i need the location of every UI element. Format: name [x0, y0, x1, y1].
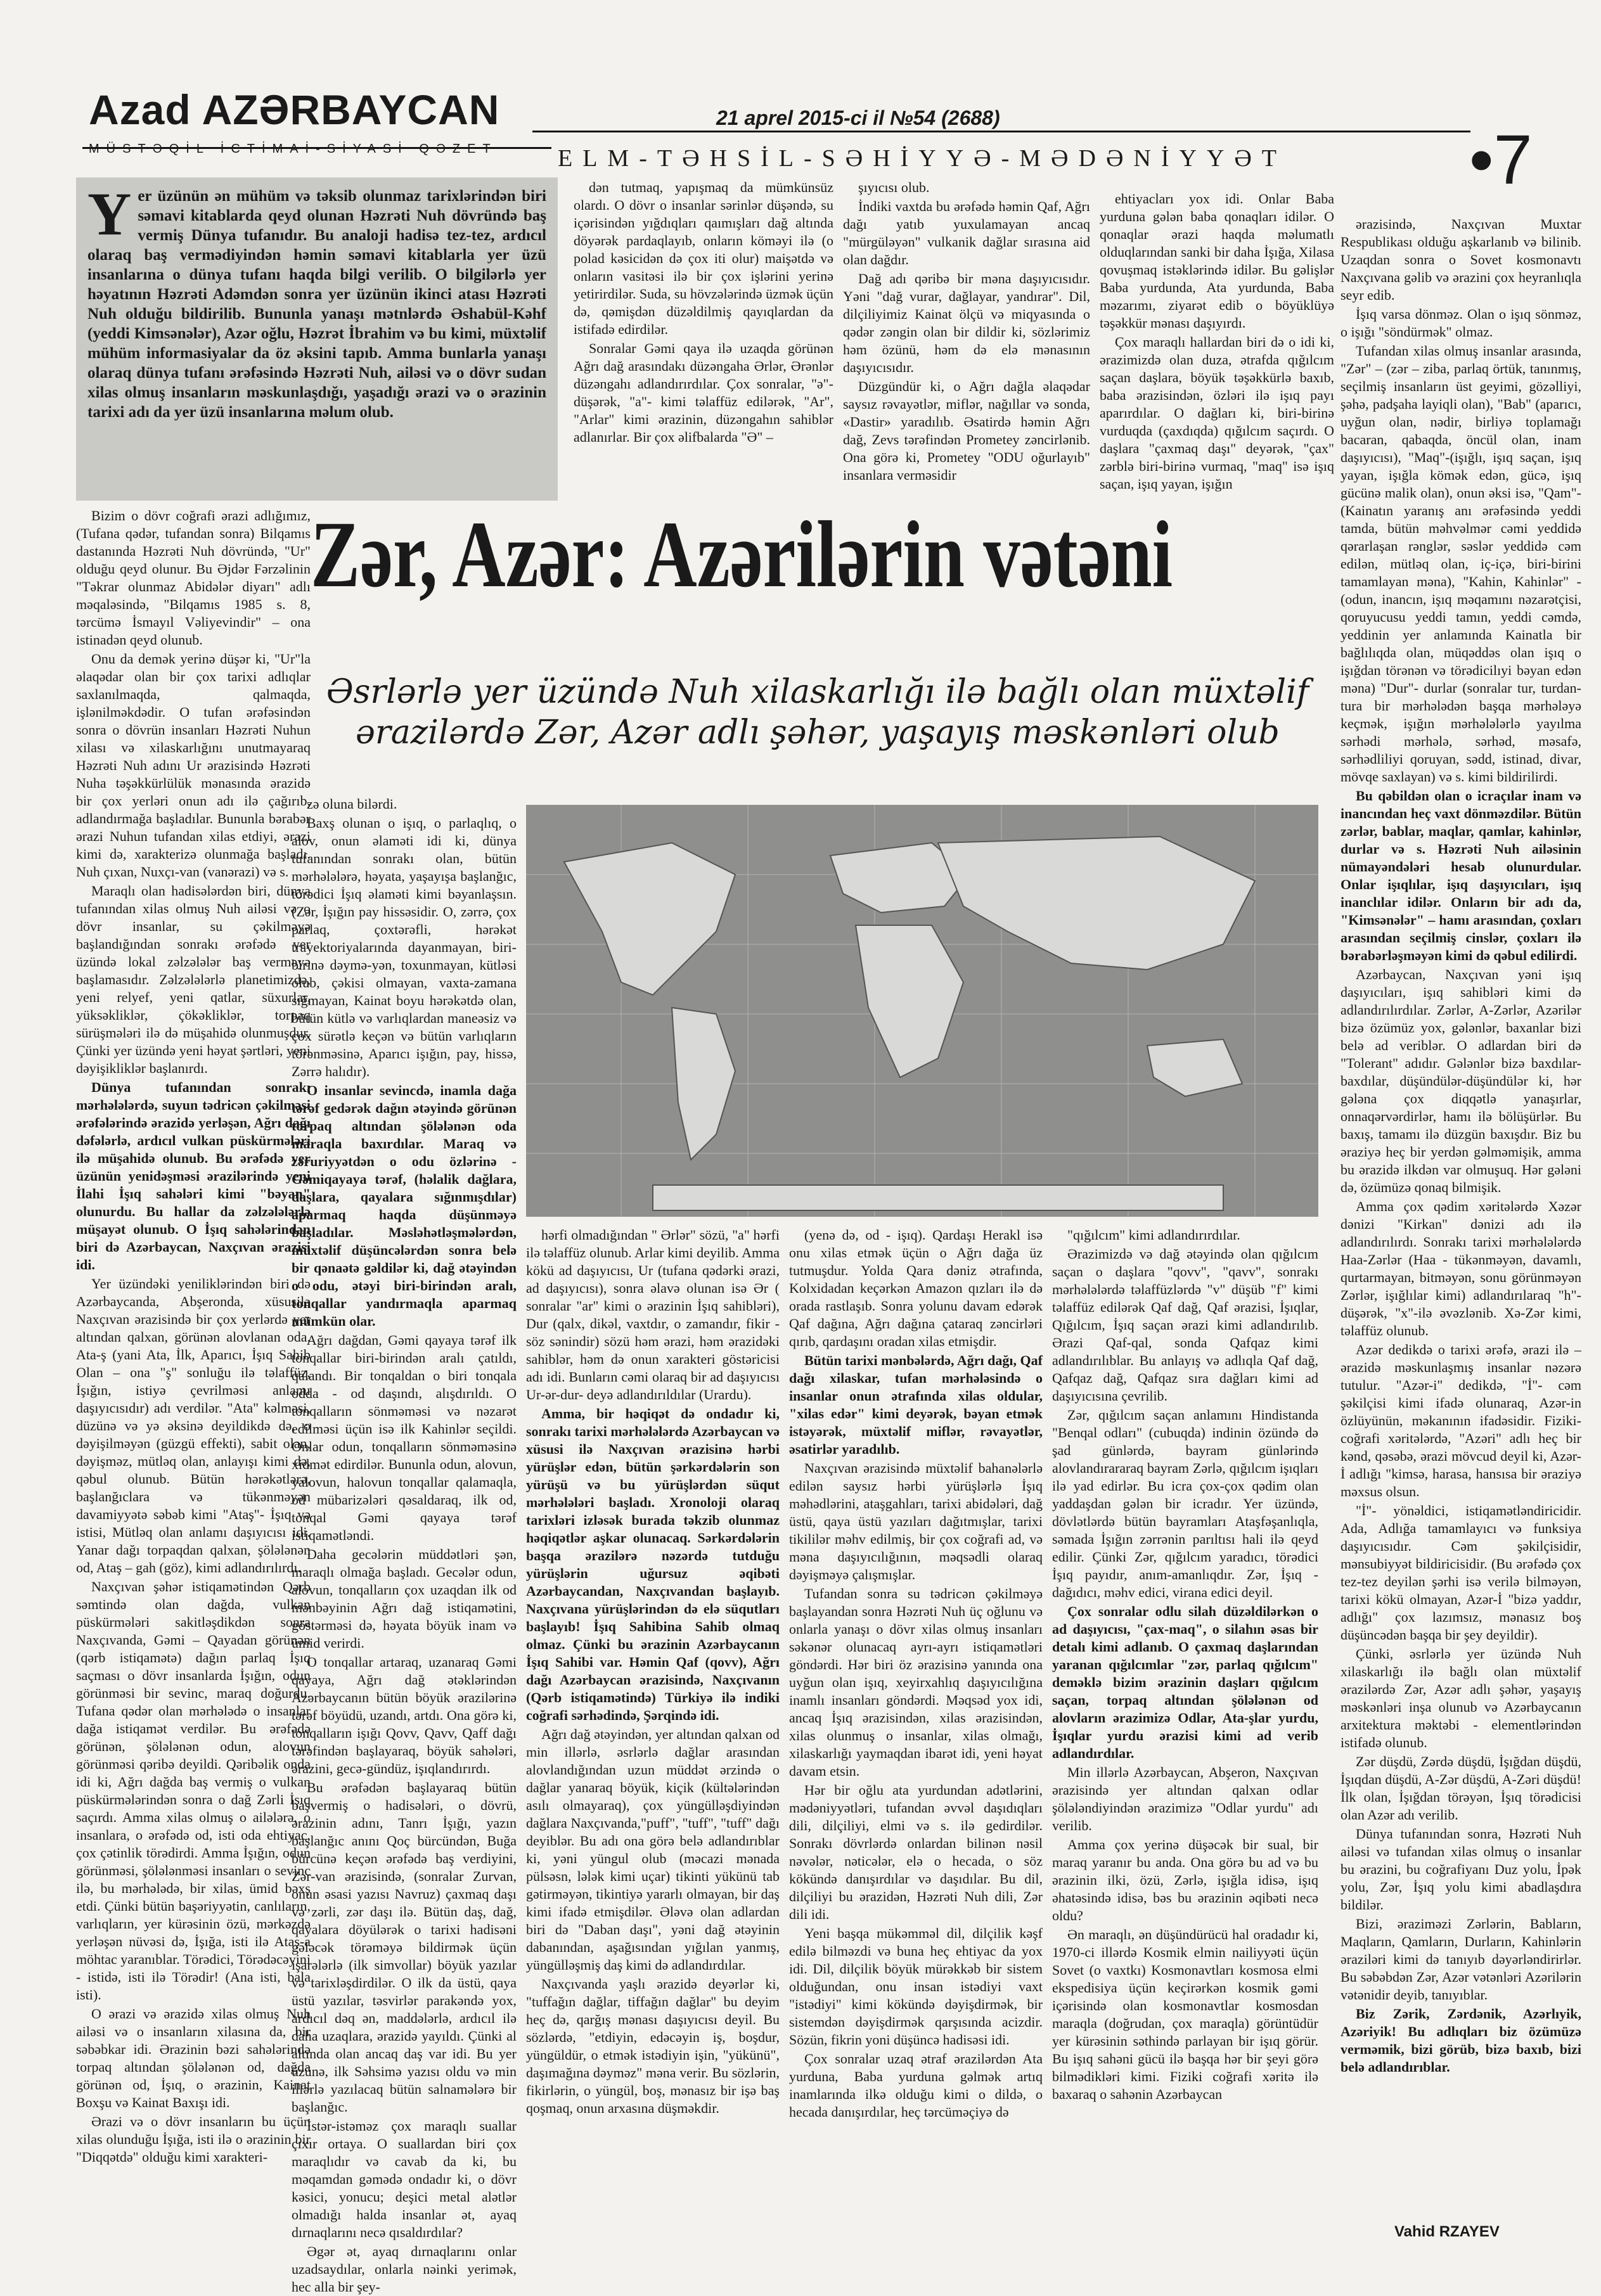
- column-1: [76, 507, 311, 2237]
- column-2-top: [574, 179, 833, 502]
- paragraph: Bizi, əraziməzi Zərlərin, Babların, Maqların, Qamların, Durların, Kahinlərin əraziləri kimi də tanıyıb dəyərləndirirlər. Bu səbəbdən Zər, Azər vətənləri Azərilərin vətənidir deyib, tanıyıblar.: [1341, 1916, 1581, 2003]
- world-map-image: [526, 805, 1318, 1217]
- paragraph: Naxçıvan şəhər istiqamətindən Qərb səmtində olan dağda, vulkan püskürmələri sakitləşdikdən sonra Naxçıvanda, Gəmi – Qayadan görünən (qərb istiqamətə) dağın parlaq İşıq saçması o dövr insanlarda İşığın, odun görünməsi bir sevinc, maraq doğurdu. Tufana qədər olan mərhələdə o insanlar dağa istiqamət verdilər. Bu ərəfədə görünən, şölələnən odun, alovun görünməsi qəribə deyildi. Qəribəlik onda idi ki, Ağrı dağda baş vermiş o vulkan püskürmələrindən sonra o dağ Zərli İşıq saçırdı. Amma xilas olmuş o ailələrə, o insanlara, o ərəfədə od, isti oda ehtiyac, çox çətinlik törədirdi. Amma İşığın, odun görünməsi, şölələnməsi insanları o sevinc ilə, bu mərhələdə, bir xilas, ümid bəxş etdi. Çünki bütün başəriyyətin, canlıların, varlıqların, yer kürəsinin özü, mərkəzdə yerləşən nüvəsi də, İşığa, isti ilə Ataş-a möhtac yaranıblar. Törədici, Törədəcəyini - istidə, isti ilə Törədir! (Ana isti, bala isti).: [76, 1579, 311, 2003]
- paragraph: şıyıcısı olub.: [858, 179, 930, 195]
- paragraph: Azərbaycan, Naxçıvan yəni işıq daşıyıcıları, işıq sahibləri kimi də adlandırılırdılar. Zərlər, A-Zərlər, Azərilər bizə özümüz yox, gələnlər, baxanlar bizi belə ad veriblər. O adlardan biri də "Tolerant" adıdır. Gələnlər bizə baxdılar-baxdılar, düşündülər-düşündülər ki, hər gələna çox diqqətlə yanaşırlar, onnaqərvərdirlər, hamı ilə bölüşürlər. Bu baxış, tamamı ilə düzgün baxışdır. Biz bu əraziyə heç bir yerdən gəlməmişik, amma bu ərazidə ilkdən var olmuşuq. Hər gələni də, özümüzə qonaq bilmişik.: [1341, 966, 1581, 1195]
- paragraph: İstər-istəməz çox maraqlı suallar çıxır ortaya. O suallardan biri çox maraqlıdır və cavab da ki, bu məqamdan gəmədə ondadır ki, o dövr kəsici, yonucu; deşici metal alətlər olmadığı halda insanlar ət, ayaq dırnaqlarını necə qısaldırdılar?: [292, 2118, 517, 2240]
- paragraph: Azər dedikdə o tarixi ərəfə, ərazi ilə – ərazidə məskunlaşmış insanlar nəzərə tutulur. "Azər-i" dedikdə, "İ"- cəm şəkilçisi kimi ifadə olunaraq, Azər-in özlüyünün, məkanının ifadəsidir. Fiziki-coğrafi xəritələrdə, "Azəri" adlı heç bir kənd, qəsəbə, ərazi mövcud deyil ki, Azər-İ adlığı "kimsə, harasa, hansısa bir əraziyə məxsus olsun.: [1341, 1342, 1581, 1499]
- paragraph: Baxş olunan o işıq, o parlaqlıq, o alov, onun əlaməti idi ki, dünya tufanından sonrakı olan, bütün mərhələlərə, həyata, yaşayışa başlanğıc, törədici İşıq əlaməti kimi bəyanlaşsın. (Zər, İşığın pay hissəsidir. O, zərrə, çox parlaq, çoxtərəfli, hərəkət trayektoriyalarında dayanmayan, biri-birinə dəymə-yən, toxunmayan, kütləsi olub, çəkisi olmayan, vaxta-zamana sığmayan, Kainat boyu hərəkətdə olan, bütün kütlə və varlıqlardan maneəsiz və çox sürətlə keçən və bütün varlıqların törənməsinə, Aparıcı işığın, pay, hissə, Zərrə halıdır).: [292, 815, 517, 1079]
- paragraph: Dağ adı qəribə bir məna daşıyıcısıdır. Yəni "dağ vurar, dağlayar, yandırar". Dil, dilçiliyimiz Kainat ölçü və miqyasında o qədər zəngin olan bir dildir ki, sözlərimiz həm özünü, həm də elə mənasının daşıyıcısıdır.: [843, 271, 1090, 375]
- column-3: [526, 1226, 780, 2247]
- paragraph: Amma, bir həqiqət də ondadır ki, sonrakı tarixi mərhələlərdə Azərbaycan və xüsusi ilə Naxçıvan ərazisinə hərbi yürüşlər edən, bütün şərkərdələrin son yürüşü və bu yürüşlərdən süqut mərhələləri başladı. Xronoloji olaraq tarixləri izləsək burada təkzib olunmaz həqiqətlər aşkar olunacaq. Sərkərdələrin başqa ərazilərə nəzərdə tutduğu yürüşlərin uğursuz əqibəti Azərbaycandan, Naxçıvandan başlayıb. Naxçıvana yürüşlərindən də elə süqutları başlayıb! İşıq Sahibina Sahib olmaq olmaz. Çünki bu ərazinin Azərbaycanın İşıq Sahibi var. Həmin Qaf (qovv), Ağrı dağı Azərbaycan ərazisində, Naxçıvanın (Qərb istiqamətində) Türkiyə ilə indiki coğrafi sərhədində, Şərqində idi.: [526, 1406, 780, 1723]
- paragraph: Hər bir oğlu ata yurdundan adətlərini, mədəniyyətləri, tufandan əvvəl daşıdıqları dili, dilçiliyi, elmi və s. ilə gedirdilər. Sonrakı dövrlərdə onlardan bilinən nəsil nəvələr, nəticələr, elə o hecada, o söz kökündə danışırdılar və daşıdılar. Bu dil, dilçiliyi bu ərazidən, Həzrəti Nuh dili, Zər dili idi.: [789, 1782, 1043, 1922]
- paragraph: Amma çox yerinə düşəcək bir sual, bir maraq yaranır bu anda. Ona görə bu ad və bu ərazinin ilki, özü, Zərlə, işığla idisə, işıq əhatəsində idisə, bəs bu ərazinin əqibəti necə oldu?: [1052, 1837, 1318, 1923]
- paragraph: Ərazi və o dövr insanların bu üçün xilas olunduğu İşığa, isti ilə o ərazinin bir "Diqqətdə" olduğu kimi xarakteri-: [76, 2113, 311, 2165]
- author-signature: Vahid RZAYEV: [1394, 2223, 1500, 2240]
- paragraph: Ağrı dağdan, Gəmi qayaya tərəf ilk tonqallar biri-birindən aralı çatıldı, qalandı. Bir tonqaldan o biri tonqala odda - od daşındı, alışdırıldı. O tonqalların sönməməsi və nəzarət edilməsi üçün isə ilk Kahinlər seçildi. Onlar odun, tonqalların sönməməsinə xidmət edirdilər. Bununla odun, alovun, yalovun, halovun tonqallar qalamaqla, od mübarizələri qəsaldaraq, ilk od, tonqal Gəmi qayaya tərəf istiqamətləndi.: [292, 1332, 517, 1543]
- paragraph: Amma çox qədim xəritələrdə Xəzər dənizi "Kirkan" dənizi adı ilə adlandırılırdı. Sonrakı tarixi mərhələlərdə Haa-Zərlər (Haa - tükənməyən, davamlı, qurtarmayan, bitməyən, sonu görünməyən Zərlər, işığlılar kimi) adlandırılaraq "h"- düşərək, "x"-ilə əvəzlənib. Xə-Zər kimi, təlaffüz olunub.: [1341, 1198, 1581, 1338]
- paragraph: O insanlar sevincdə, inamla dağa tərəf gedərək dağın ətəyində görünən torpaq altından şölələnən oda maraqla baxırdılar. Maraq və zəruriyyətdən o odu özlərinə - Gəmiqayaya tərəf, (həlalik dağlara, daşlara, qayalara sığınmışdılar) aparmaq haqda düşünməyə başladılar. Məsləhətləşmələrdən, müxtəlif düşüncələrdən sonra belə bir qənaətə gəldilər ki, dağ ətəyindən o odu, ətəyi biri-birindən aralı, tonqallar yandırmaqla aparmaq mümkün olar.: [292, 1082, 517, 1329]
- paragraph: Bu qəbildən olan o icraçılar inam və inancından heç vaxt dönməzdilər. Bütün zərlər, bablar, maqlar, qamlar, kahinlər, durlar və s. Həzrəti Nuh ailəsinin nümayəndələri hesab olunurdular. Onlar işıqlılar, işıq daşıyıcıları, işıq inanclılar idilər. Onların bir adı da, "Kimsənələr" – hamı arasından, çoxları arasından seçilmiş cinslər, çoxları ilə bərabərləşməyən kimi də qəbul edilirdi.: [1341, 788, 1581, 963]
- paragraph: Bütün tarixi mənbələrdə, Ağrı dağı, Qaf dağı xilaskar, tufan mərhələsində o insanlar onun ətrafında xilas oldular, "xilas edər" kimi deyərək, bəyan etmək istəyərək, müxtəlif miflər, rəvayətlər, əsatirlər yaradılıb.: [789, 1352, 1043, 1457]
- masthead-name: Azad AZƏRBAYCAN: [89, 86, 500, 133]
- headline: Zər, Azər: Azərilərin vətəni: [311, 502, 1173, 607]
- paragraph: Ağrı dağ ətəyindən, yer altından qalxan od min illərlə, əsrlərlə dağlar arasından alovlandığından uzun müddət ərzində o dağlar yanaraq böyük, kiçik (kültələrindən asılı olmayaraq), çox yüngülləşdiyindən dağlara Naxçıvanda,"puff", "tuff", "tuff" dağı deyiblər. Bu adı ona görə belə adlandırıblar ki, yəni yüngul olub (məcazi mənada pülsəsn, lələk kimi uçar) tikinti yükünü tab gətirməyən, tikintiyə yararlı olmayan, bir daş kimi ifadə etmişdilər. Ələvə olan adlardan biri də "Daban daşı", yəni dağ ətəyinin dabanından, aşağısından yığılan yanmış, yüngülləşmiş daş kimi də adlandırdılar.: [526, 1726, 780, 1973]
- paragraph: Zər, qığılcım saçan anlamını Hindistanda "Benqal odları" (cubuqda) indinin özündə də şad günlərdə, bayram günlərində alovlandırararaq bayram Zərlə, qığılcım işıqları ilə yad edirlər. Bu icra çox-çox qədim olan yaddaşdan gələn bir icradır. Yer üzündə, dövlətlərdə bütün bayramları Ataşfəşanlıqla, səmada İşığın zərrənin parıltısı hali ilə qeyd edilir. Çünki Zər, qığılcım yaradıcı, törədici İşıq payıdır, anım-amanlıqdır. Zər, İşıq - dağıdıcı, məhv edici, virana edici deyil.: [1052, 1407, 1318, 1600]
- paragraph: Biz Zərik, Zərdənik, Azərlıyik, Azəriyik! Bu adlıqları biz özümüzə verməmik, bizi görüb, bizə baxıb, bizi belə adlandırıblar.: [1341, 2006, 1581, 2075]
- paragraph: Tufandan xilas olmuş insanlar arasında, "Zər" – (zər – ziba, parlaq örtük, tanınmış, seçilmiş insanların üst geyimi, gözəlliyi, şəhə, padşaha layiqli olan), "Bab" (aparıcı, uyğun olan, nədir, birliyə toplamağı bacaran, qabaqda, öncül olan, inam daşıyıcısı), "Maq"-(işığlı, işıq saçan, işıq yayan, işığla kömək edən, gücə, işıq gücünə malik olan), onun əksi isə, "Qam"- (Kainatın yaranış anı ərəfəsində yeddi tamda, bütün məhvəlmər cəmi yeddidə qərarlaşan rənglər, səslər yeddidə cəm edilən, mütləq olan, iç-içə, biri-birini tamamlayan məna), "Kahin, Kahinlər" - (odun, inancın, işıq məqamını nəzarətçisi, qoruyucusu yeddi tamın, yeddi cəmdə, yeddinin yer anlamında Kainatla bir bağlılıqda olan, müqəddəs olan işıq o işığdan törənən və törədicilıyi bəyan edən məna) "Dur"- durlar (sonralar tur, turdan-tura bir mərhələdən başqa mərhələyə keçmək, işığın mərhələlərlə yayılma sərhədi mərhələ, sərhəd, məsafə, sərhədliliyi qoruyan, sədd, istinad, divar, mövqe saxlayan) və s. kimi bildirilirdi.: [1341, 343, 1581, 785]
- issue-info: 21 aprel 2015-ci il №54 (2688): [716, 106, 1000, 129]
- paragraph: O ərazi və ərazidə xilas olmuş Nuh ailəsi və o insanların xilasına da, bir səbəbkar idi. Ərazinin bəzi sahələrində torpaq altından şölələnən od, dağda görünən od, İşıq, o ərazinin, Kainat Boxşu və Kainat Baxışı idi.: [76, 2006, 311, 2110]
- column-4: [789, 1226, 1043, 2247]
- paragraph: Əgər ət, ayaq dırnaqlarını onlar uzadsaydılar, onlarla nəinki yerimək, hec alla bir şey-: [292, 2243, 517, 2295]
- paragraph: Naxçıvan ərazisində müxtəlif bahanələrlə edilən saysız hərbi yürüşlərlə İşıq məhədlərini, ataşgahları, tarixi abidələri, dağ üstü, qaya üstü yazıları dağıtmışlar, tarixi tikililər məhv edilmiş, bir çox coğrafi ad, və məna daşıyıcılığının, məqsədli olaraq dəyişməyə çalışmışlar.: [789, 1460, 1043, 1582]
- paragraph: Yeni başqa mükəmməl dil, dilçilik kəşf edilə bilməzdi və buna heç ehtiyac da yox idi. Dil, dilçilik böyük mürəkkəb bir sistem olduğundan, onu insan istədiyi vaxt "istədiyi" kimi kökündə dəyişdirmək, bir sistemdən dəyişdirmək qarşısında acizdir. Sözün, fikrin yoni düşüncə hadisəsi idi.: [789, 1925, 1043, 2048]
- paragraph: "qığılcım" kimi adlandırırdılar.: [1067, 1227, 1240, 1243]
- paragraph: Naxçıvanda yaşlı ərazidə deyərlər ki, "tuffağın dağlar, tiffağın dağlar" bu deyim heç də, qarğış mənası daşıyıcısı deyil. Bu sözlərdə, "etdiyin, edəcəyin iş, boşdur, yüngüldür, o etmək istədiyin işin, "yükünü", daşımağına dəyməz" məna verir. Bu sözlərin, fikirlərin, o yüngül, boş, mənasız bir işə baş qoşmaq, onun arxasına düşməkdir.: [526, 1976, 780, 2116]
- column-4-top: [1100, 190, 1334, 502]
- world-map-icon: [526, 805, 1318, 1217]
- paragraph: Tufandan sonra su tədricən çəkilməyə başlayandan sonra Həzrəti Nuh üç oğlunu və onlarla yanaşı o dövr xilas olmuş insanları səkənər olunacaq ayrı-ayrı istiqamətləri göndərdi. Hər biri öz ərazisinə yanında ona uyğun olan işıq, xeyirxahlıq daşıyıcılığına inamlı insanları göndərdi. Məqsəd yox idi, ancaq İşıq ərazisindən, xilas ərazisindən, xilas olunmuş o insanlar, xilas olmağı, xilaskarlığı yaymaqdan ibarət idi, yeni həyat davam etsin.: [789, 1586, 1043, 1779]
- paragraph: Ərazimizdə və dağ ətəyində olan qığılcım saçan o daşlara "qovv", "qavv", sonrakı mərhələlərdə təlaffüzlərdə "v" düşüb "f" kimi təlaffüz edilərək Qaf dağ, Qaf ərazisi, İşıqlar, Qığılcım, İşıq saçan ərazi kimi adlandırılıb. Ərazi Qaf-qal, sonda Qafqaz kimi adlandırılıblar. Bu anlayış və adlıqla Qaf dağ, Qafqaz dağ, Qafqaz sıra dağları kimi ad daşıyıcısına çevrilib.: [1052, 1246, 1318, 1404]
- column-3-top: [843, 179, 1090, 502]
- paragraph: (yenə də, od - işıq). Qardaşı Herakl isə onu xilas etmək üçün o Ağrı dağa üz tutmuşdur. Yolda Qara dəniz ətrafında, Kolxidadan keçərkən Amazon qızları ilə də orada rastlaşıb. Sonra yolunu davam edərək Qaf dağına, Ağrı dağına çataraq zəncirləri qırıb, qardaşını oradan xilas etmişdir.: [789, 1227, 1043, 1349]
- lead-dropcap: Y: [87, 180, 132, 248]
- paragraph: "İ"- yönəldici, istiqamətləndiricidir. Ada, Adlığa tamamlayıcı və funksiya daşıyıcısıdır. Cəm şəkilçisidir, mənsubiyyət bildiricisidir. (Bu ərəfədə çox tez-tez deyilən şərhi isə verilə bilməyən, tarixi kökü olmayan, Azər-İ "bizə yaddır, adlığı" çox lazımsız, mənasız boş düşüncədən başqa bir şey deyildir).: [1341, 1503, 1581, 1643]
- section-rule: [532, 131, 1470, 132]
- column-2: [292, 795, 517, 2295]
- paragraph: Daha gecələrin müddətləri şən, maraqlı olmağa başladı. Gecələr odun, alovun, tonqalların çox uzaqdan ilk od mənbəyinin Ağrı dağ istiqamətini, göstərməsi də, həyata böyük inam və ümid verirdi.: [292, 1546, 517, 1651]
- paragraph: Min illərlə Azərbaycan, Abşeron, Naxçıvan ərazisində yer altından qalxan odlar şölələndiyindən ərazimizə "Odlar yurdu" adı verilib.: [1052, 1764, 1318, 1833]
- paragraph: Düzgündür ki, o Ağrı dağla əlaqədar saysız rəvayətlər, miflər, nağıllar və sonda, «Dastir» yaradılıb. Əsatirdə həmin Ağrı dağ, Zevs tərəfindən Prometey zəncirlənib. Ona görə ki, Prometey "ODU oğurlayıb" insanlara verməsidir: [843, 378, 1090, 483]
- paragraph: zə oluna bilərdi.: [307, 796, 397, 812]
- paragraph: Sonralar Gəmi qaya ilə uzaqda görünən Ağrı dağ arasındakı düzəngaha Ərlər, Ərənlər düzəngahı adlandırırdılar. Çox sonralar, "ə"- düşərək, "a"- kimi təlaffüz edilərək, "Ar", "Arlar" kimi ərazinin, düzəngahın sahiblər adlanırlar. Bir çox əlifbalarda "Ə" –: [574, 340, 833, 445]
- section-title: ELM-TƏHSİL-SƏHİYYƏ-MƏDƏNİYYƏT: [558, 145, 1287, 172]
- paragraph: Zər düşdü, Zərdə düşdü, İşığdan düşdü, İşıqdan düşdü, A-Zər düşdü, A-Zəri düşdü! İlk olan, İşığdan törəyən, İşıq törədicisi olan Azər adı verilib.: [1341, 1754, 1581, 1823]
- paragraph: Çox maraqlı hallardan biri də o idi ki, ərazimizdə olan duza, ətrafda qığılcım saçan daşlara, böyük təşəkkürlə baxıb, baba ərazisindən, özləri ilə işıq payı aparırdılar. O dağları ki, biri-birinə vurduqda (çaxdıqda) qığılcım saçırdı. O daşlara "çaxmaq daşı" deyərək, "çax" zərblə biri-birinə vurmaq, "maq" isə işıq saçan, işıq yayan, işığın: [1100, 334, 1334, 492]
- paragraph: Onu da demək yerinə düşər ki, "Ur"la əlaqədar olan bir çox tarixi adlıqlar saxlanılmaqda, qalmaqda, işlənilməkdədir. O tufan ərəfəsindən sonra o dövrün insanları Həzrəti Nuhun xilası və xilaskarlığını unutmayaraq Həzrəti Nuh adını Ur ərazisində Həzrəti Nuha təşəkkürlülük mənasında ərazidə bir çox yerləri onun adı ilə çağırıb, adlandırmağa başladılar. Bununla bərabər ərazi Nuhun tufandan xilas etdiyi, ərazi kimi də, xarakterizə olunmağa başladı. Nuh çıxan, Nuxçı-van (vanərazi) və s.: [76, 651, 311, 880]
- paragraph: Bizim o dövr coğrafi ərazi adlığımız, (Tufana qədər, tufandan sonra) Bilqamıs dastanında Həzrəti Nuh dövründə, "Ur" olduğu qeyd olunur. Bu Əjdər Fərzəlinin "Təkrar olunmaz Abidələr diyarı" adlı məqaləsində, "Bilqamıs 1985 s. 8, tərcümə İsmayıl Vəliyevindir" – ona istinadən qeyd olunub.: [76, 508, 311, 648]
- column-6: [1341, 215, 1581, 2218]
- paragraph: Ən maraqlı, ən düşündürücü hal oradadır ki, 1970-ci illərdə Kosmik elmin nailiyyəti üçün Sovet (o vaxtkı) Kosmonavtları kosmosa elmi ekspedisiya üçün keçirərkən kosmik gəmi içərisində olan kosmonavtlar kosmosdan maraqla (doğrudan, çox maraqla) görüntüdür yer kürəsinin səthində parlayan bir işıq görür. Bu işıq sahəni gücü ilə başqa hər bir şeyi görə bilmədikləri kimi. Fiziki coğrafi xəritə ilə baxaraq o sahənin Azərbaycan: [1052, 1927, 1318, 2102]
- subheadline: Əsrlərlə yer üzündə Nuh xilaskarlığı ilə bağlı olan müxtəlif ərazilərdə Zər, Azər adlı şəhər, yaşayış məskənləri olub: [326, 673, 1309, 752]
- paragraph: Maraqlı olan hadisələrdən biri, dünya tufanından xilas olmuş Nuh ailəsi və o dövr insanlar, su çəkilməyə başlandığından sonrakı ərəfədə yer üzündə lokal zəlzələlər baş verməyə başlamasıdır. Zəlzələlərlə planetimizdə, yeni relyef, yeni qatlar, süxurlar, yüksəkliklər, çökəkliklər, torpaq sürüşmələri ilə də müşahidə olunmuşdur. Çünki yer üzündə yeni həyat şərtləri, yeni dəyişikliklər başlanırdı.: [76, 883, 311, 1076]
- paragraph: Yer üzündəki yeniliklərindən biri də Azərbaycanda, Abşeronda, xüsusilə Naxçıvan ərazisində bir çox yerlərdə yer altından qalxan, görünən alovlanan oda, Ata-ş (yani Ata, İlk, Aparıcı, İşıq Sahib Olan – ona "ş" sonluğu ilə təlaffüz, İşığın, istiyə çevrilməsi anlamı daşıyıcısıdır) adı verdilər. "Ata" kəlməsi, düzünə və yə əksinə deyildikdə də, o dəyişilməyən (güzgü effekti), sabit olan, dəyişməz, mütləq olan, anlayışı kimi də, qəbul olunub. Bütün hərəkətlərə, başlanğıclara və tükənməyən davamiyyətə səbəb kimi "Ataş"- İşıq və istisi, Mütləq olan anlamı daşıyıcısı idi. Yanar dağı torpaqdan qalxan, şölələnən od, Ataş – gah (göz), kimi adlandırılırdı.: [76, 1276, 311, 1575]
- masthead-tagline: MÜSTƏQİL İCTİMAİ-SİYASİ QƏZET: [89, 142, 498, 156]
- paragraph: ehtiyacları yox idi. Onlar Baba yurduna gələn baba qonaqları idilər. O qonaqlar ərazi haqda məlumatlı olduqlarından sanki bir daha İşığa, Xilasa qovuşmaq istəklərində idilər. Bu gəlişlər Baba yurdunda, Ata yurdunda, Baba məzarımı, ziyarət edib o böyüklüyə təşəkkür mənası daşıyırdı.: [1100, 191, 1334, 331]
- paragraph: Çox sonralar uzaq ətraf ərazilərdən Ata yurduna, Baba yurduna gəlmək artıq inamlarında ilkə olduğu kimi o dildə, o hecada danışırdılar, heç tərcüməçiyə də: [789, 2051, 1043, 2120]
- paragraph: İşıq varsa dönməz. Olan o işıq sönməz, o işığı "söndürmək" olmaz.: [1341, 306, 1581, 340]
- paragraph: Çünki, əsrlərlə yer üzündə Nuh xilaskarlığı ilə bağlı olan müxtəlif ərazilərdə Zər, Azər adlı şəhər, yaşayış məskənləri inşa olunub və Azərbaycanın arxitektura məktəbi - elementlərindən istifadə olunub.: [1341, 1646, 1581, 1750]
- paragraph: Dünya tufanından sonra, Həzrəti Nuh ailəsi və tufandan xilas olmuş o insanlar bu ərazini, bu coğrafiyanı Duz yolu, İpək yolu, Zər, İşıq yolu kimi abadlaşdıra bildilər.: [1341, 1826, 1581, 1913]
- lead-text: er üzünün ən mühüm və təksib olunmaz tarixlərindən biri səmavi kitablarda qeyd olunan Həzrəti Nuh dövründə baş vermiş Dünya tufanıdır. Bu analoji hadisə tez-tez, ardıcıl olaraq baş vermədiyindən həmin səmavi kitablarla yer üzü insanlarına o dünya tufanı haqda bilgi verilib. O bilgilərlə yer həyatının Həzrəti Adəmdən sonra yer üzünün ikinci atası Həzrəti Nuh olduğu bildirilib. Bununla yanaşı mətnlərdə Əshabül-Kəhf (yeddi Kimsənələr), Azər oğlu, Həzrət İbrahim və bu kimi, müxtəlif mühüm informasiyalar da öz əksini tapıb. Amma bunlarla yanaşı olaraq dünya tufanı ərəfəsində Həzrəti Nuh, ailəsi və o dövr sudan xilas olmuş insanların məskunlaşdığı, yaşadığı ərazi və o ərazinin tarixi adı da yer üzü insanlarına məlum olub.: [87, 188, 546, 421]
- page-number: •7: [1469, 121, 1533, 199]
- paragraph: Çox sonralar odlu silah düzəldilərkən o ad daşıyıcısı, "çax-maq", o silahın əsas bir detalı kimi adlanıb. O çaxmaq daşlarından yaranan qığılcımlar "zər, parlaq qığılcım" deməklə bizim ərazinin daşları qığılcım saçan, torpaq altından şölələnən od alovların ərazimizə Odlar, Ata-şlar yurdu, İşıqlar yurdu ərazisi kimi ad verib adlandırdılar.: [1052, 1603, 1318, 1761]
- paragraph: ərazisində, Naxçıvan Muxtar Respublikası olduğu aşkarlanıb və bilinib. Uzaqdan sonra o Sovet kosmonavtı Naxçıvana gəlib və ərazini çox heyranlıqla seyr edib.: [1341, 216, 1581, 303]
- paragraph: O tonqallar artaraq, uzanaraq Gəmi qayaya, Ağrı dağ ətəklərindən Azərbaycanın bütün böyük ərazilərinə tərəf böyüdü, uzandı, artdı. Ona görə ki, tonqalların işığı Qovv, Qavv, Qaff dağı tərəfindən başlayaraq, böyük sahələri, ərazini, gecə-gündüz, işıqlandırırdı.: [292, 1654, 517, 1776]
- column-5: [1052, 1226, 1318, 2247]
- paragraph: Dünya tufanından sonrakı mərhələlərdə, suyun tədricən çəkilməsi ərəfələrində ərazidə yerləşən, Ağrı dağı dəfələrlə, ardıcıl vulkan püskürmələri ilə müşahidə olunub. Bu ərəfədə yer üzünün yenidəşməsi ərazilərində yeni İlahi İşıq sahələri kimi "bəyan" olunurdu. Bu hallar da zəlzələlərlə müşayət olunub. O İşıq sahələrindən biri də Azərbaycan, Naxçıvan ərazisi idi.: [76, 1079, 311, 1273]
- paragraph: Bu ərəfədən başlayaraq bütün başvermiş o hadisələri, o dövrü, ərazinin adını, Tanrı İşığı, yazın başlanğıc anını Qoç bürcündən, Buğa bürcünə keçən ərəfədə baş verdiyini, Zər-van ərazisində, (sonralar Zurvan, onun əsasi yazısı Navruz) çaxmaq daşı və zərli, zər daşı ilə. Bütün daş, dağ, qayalara döyülərək o tarixi hadisəni gələcək törəməyə bildirmək üçün işarələrlə (ilk simvollar) böyük yazılar və tarixləşdirdilər. O ilk da üstü, qaya üstü yazılar, təsvirlər parakəndə yox, ardıcıl dəq ən, maddələrlə, ardıcıl ilə daha uzaqlara, ərazidə yayıldı. Çünki al altında olan ancaq daş var idi. Bu yer üzünə, ilk Səhsimə yazısı oldu və min illərlə yazılacaq bütün salnamələrə bir başlanğıc.: [292, 1780, 517, 2115]
- paragraph: İndiki vaxtda bu ərəfədə həmin Qaf, Ağrı dağı yatıb yuxulamayan ancaq "mürgüləyən" vulkanik dağlar sırasına aid olan dağdır.: [843, 198, 1090, 267]
- paragraph: hərfi olmadığından " Ərlər" sözü, "a" hərfi ilə təlaffüz olunub. Arlar kimi deyilib. Amma kökü ad daşıyıcısı, Ur (tufana qədərki ərazi, ad daşıyıcısı), sonra əlavə olunan isə Ər ( sonralar "ar" kimi o ərazinin İşıq sahibləri), Dur (qalx, dikəl, vaxtdır, o zamandır, fikir - söz sənindir) sözü həm ərazi, həm ərazidəki sahiblər, həm də onun xarakteri göstəricisi adı idi. Bunların cəmi olaraq bir ad daşıyıcısı Ur-ər-dur- deyə adlandırıldılar (Urardu).: [526, 1227, 780, 1402]
- paragraph: dən tutmaq, yapışmaq da mümkünsüz olardı. O dövr o insanlar sərinlər düşəndə, su içərisindən yığdıqları qaımışları dağ altında döyərək pardaqlayıb, onların köməyi ilə (o polad kəsicidən də çox iti olur) maişətdə və onların vasitəsi ilə bir çox işlərini yerinə yetirirdilər. Suda, su hövzələrində üzmək üçün də, qəmişdən düzəldilmiş qayıqlardan da istifadə edirdilər.: [574, 179, 833, 337]
- lead-box: [76, 177, 558, 501]
